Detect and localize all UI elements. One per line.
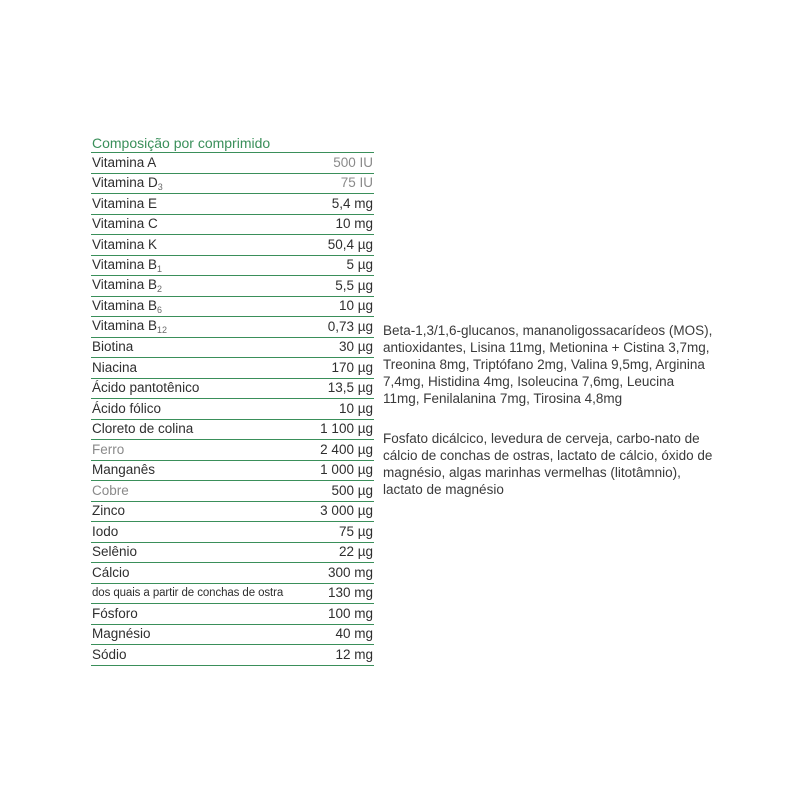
nutrient-value: 50,4 µg [327, 236, 373, 252]
nutrient-name: Vitamina E [92, 195, 158, 211]
nutrient-name: Cálcio [92, 564, 130, 580]
nutrient-value: 100 mg [327, 605, 373, 621]
nutrient-name: Vitamina $B_2$ [92, 277, 163, 295]
nutrient-name: Ácido fólico [92, 400, 162, 416]
nutrient-value: 40 mg [335, 626, 373, 642]
nutrient-name: Manganês [92, 462, 156, 478]
nutrient-value: 5,5 µg [335, 277, 373, 293]
table-row [91, 276, 374, 297]
table-row [91, 645, 374, 666]
nutrient-value: 130 mg [327, 585, 373, 601]
table-row [91, 317, 374, 338]
table-row [91, 399, 374, 420]
nutrient-value: 22 µg [338, 544, 373, 560]
nutrient-name: Cloreto de colina [92, 421, 194, 437]
nutrient-subscript: 3 [157, 181, 163, 192]
nutrient-value: 75 µg [338, 523, 373, 539]
nutrient-value: 2 400 µg [320, 441, 373, 457]
table-row [91, 604, 374, 625]
table-row [91, 256, 374, 277]
nutrient-name: Magnésio [92, 626, 151, 642]
nutrient-value: 1 000 µg [320, 462, 373, 478]
nutrient-value: 10 mg [335, 216, 373, 232]
nutrient-subscript: 6 [157, 304, 163, 315]
ingredients-text: Beta-1,3/1,6-glucanos, mananoligossacarídeos (MOS), antioxidantes, Lisina 11mg, Metionina + Cistina 3,7mg, Treonina 8mg, Triptófano 2mg, Valina 9,5mg, Arginina 7,4mg, Histidina 4mg, Isoleucina 7,6mg, Leucina 11mg, Fenilalanina 7mg, Tirosina 4,8mg [383, 323, 713, 406]
table-row [91, 502, 374, 523]
nutrient-name: dos quais a partir de conchas de ostra [92, 587, 284, 600]
nutrient-value: 500 µg [331, 482, 373, 498]
table-row [91, 625, 374, 646]
nutrient-name: Vitamina A [92, 154, 157, 170]
table-row [91, 522, 374, 543]
table-row [91, 194, 374, 215]
nutrient-name: Fósforo [92, 605, 138, 621]
nutrient-subscript: 1 [157, 263, 163, 274]
nutrient-value: 75 IU [340, 175, 373, 191]
table-row [91, 481, 374, 502]
nutrient-name: Vitamina $B_{12}$ [92, 318, 168, 336]
composition-table [91, 134, 374, 666]
table-row [91, 461, 374, 482]
nutrient-name: Vitamina K [92, 236, 158, 252]
nutrient-subscript: 12 [157, 325, 168, 336]
nutrient-value: 12 mg [335, 646, 373, 662]
nutrient-name: Niacina [92, 359, 138, 375]
nutrient-value: 0,73 µg [327, 318, 373, 334]
nutrient-name: Vitamina $D_3$ [92, 174, 163, 192]
table-row [91, 543, 374, 564]
nutrient-value: 3 000 µg [320, 503, 373, 519]
nutrient-value: 500 IU [333, 154, 373, 170]
nutrient-value: 13,5 µg [327, 380, 373, 396]
table-row [91, 379, 374, 400]
nutrient-value: 10 µg [338, 298, 373, 314]
table-row [91, 563, 374, 584]
nutrient-value: 1 100 µg [320, 421, 373, 437]
nutrient-value: 10 µg [338, 400, 373, 416]
excipients-text: Fosfato dicálcico, levedura de cerveja, carbo-nato de cálcio de conchas de ostras, lactato de cálcio, óxido de magnésio, algas marinhas vermelhas (litotâmnio), lactato de magnésio [383, 431, 713, 497]
table-row [91, 174, 374, 195]
nutrient-value: 5 µg [346, 257, 373, 273]
table-row [91, 153, 374, 174]
nutrient-value: 170 µg [331, 359, 373, 375]
table-row [91, 358, 374, 379]
composition-rows [91, 153, 374, 666]
nutrient-name: Selênio [92, 544, 138, 560]
nutrient-value: 300 mg [327, 564, 373, 580]
nutrient-name: Biotina [92, 339, 134, 355]
nutrient-subscript: 2 [157, 284, 163, 295]
nutrient-name: Vitamina $B_1$ [92, 256, 163, 274]
nutrient-value: 5,4 mg [331, 195, 373, 211]
table-row [91, 338, 374, 359]
nutrient-name: Iodo [92, 523, 119, 539]
nutrient-name: Zinco [92, 503, 126, 519]
table-row [91, 215, 374, 236]
nutrient-name: Ferro [92, 441, 125, 457]
nutrient-name: Sódio [92, 646, 127, 662]
composition-title: Composição por comprimido [91, 134, 374, 153]
table-row [91, 420, 374, 441]
table-row [91, 584, 374, 605]
table-row [91, 235, 374, 256]
nutrient-name: Cobre [92, 482, 129, 498]
nutrient-name: Vitamina C [92, 216, 158, 232]
nutrient-value: 30 µg [338, 339, 373, 355]
table-row [91, 297, 374, 318]
nutrient-name: Ácido pantotênico [92, 380, 200, 396]
nutrient-name: Vitamina $B_6$ [92, 297, 163, 315]
table-row [91, 440, 374, 461]
